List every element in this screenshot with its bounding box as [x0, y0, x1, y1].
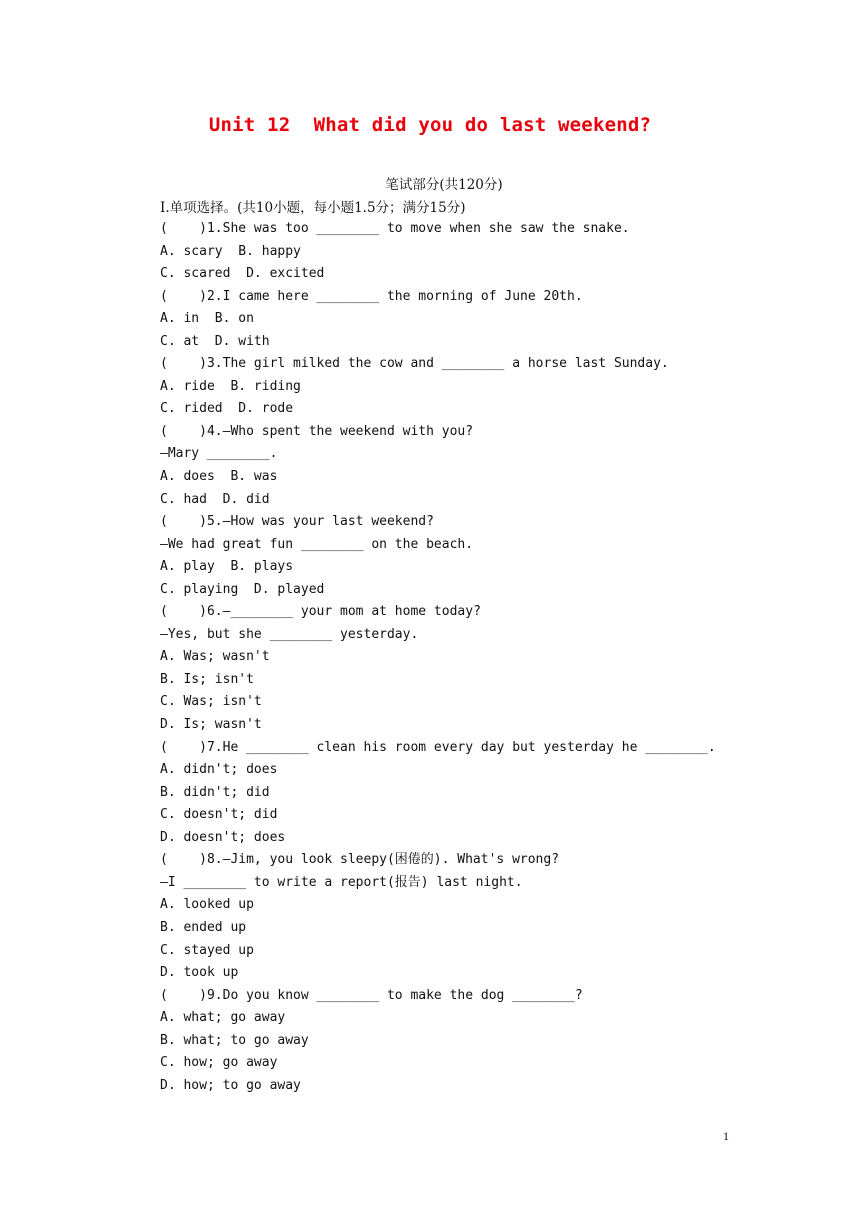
option-line: C. playing D. played: [160, 581, 325, 597]
option-line: A. didn't; does: [160, 762, 278, 778]
question-line: ( )8.—Jim, you look sleepy(困倦的). What's wrong?: [160, 852, 560, 868]
option-line: B. Is; isn't: [160, 671, 254, 687]
dialogue-line: —We had great fun ________ on the beach.: [160, 536, 474, 552]
option-line: D. Is; wasn't: [160, 717, 262, 733]
question-line: ( )6.—________ your mom at home today?: [160, 604, 481, 620]
option-line: A. what; go away: [160, 1010, 286, 1026]
option-line: C. had D. did: [160, 491, 270, 507]
option-line: B. what; to go away: [160, 1032, 309, 1048]
option-line: C. scared D. excited: [160, 266, 325, 282]
option-line: C. Was; isn't: [160, 694, 262, 710]
option-line: C. stayed up: [160, 942, 254, 958]
option-line: A. ride B. riding: [160, 378, 301, 394]
option-line: C. how; go away: [160, 1055, 278, 1071]
dialogue-line: —Mary ________.: [160, 446, 278, 462]
part-heading: Ⅰ.单项选择。(共10小题，每小题1.5分；满分15分): [160, 200, 466, 216]
question-line: ( )5.—How was your last weekend?: [160, 514, 434, 530]
dialogue-line: —Yes, but she ________ yesterday.: [160, 626, 419, 642]
option-line: B. didn't; did: [160, 784, 270, 800]
option-line: A. looked up: [160, 897, 254, 913]
page-number: 1: [723, 1129, 729, 1143]
question-line: ( )4.—Who spent the weekend with you?: [160, 423, 474, 439]
option-line: C. rided D. rode: [160, 401, 294, 417]
question-line: ( )7.He ________ clean his room every day but yesterday he ________.: [160, 739, 716, 755]
section-heading: 笔试部分(共120分): [385, 177, 503, 193]
option-line: A. scary B. happy: [160, 243, 301, 259]
question-list: [160, 218, 800, 1097]
question-line: ( )2.I came here ________ the morning of June 20th.: [160, 288, 583, 304]
option-line: A. does B. was: [160, 469, 278, 485]
option-line: D. how; to go away: [160, 1077, 301, 1093]
dialogue-line: —I ________ to write a report(报告) last night.: [160, 874, 523, 890]
question-line: ( )3.The girl milked the cow and ________ a horse last Sunday.: [160, 356, 669, 372]
question-line: ( )9.Do you know ________ to make the dog ________?: [160, 987, 583, 1003]
option-line: C. at D. with: [160, 333, 270, 349]
option-line: A. play B. plays: [160, 559, 294, 575]
option-line: D. doesn't; does: [160, 829, 286, 845]
question-line: ( )1.She was too ________ to move when she saw the snake.: [160, 221, 630, 236]
option-line: D. took up: [160, 965, 239, 981]
option-line: C. doesn't; did: [160, 807, 278, 823]
document-title: Unit 12 What did you do last weekend?: [208, 114, 652, 136]
option-line: B. ended up: [160, 919, 247, 935]
option-line: A. in B. on: [160, 311, 254, 327]
option-line: A. Was; wasn't: [160, 649, 270, 665]
